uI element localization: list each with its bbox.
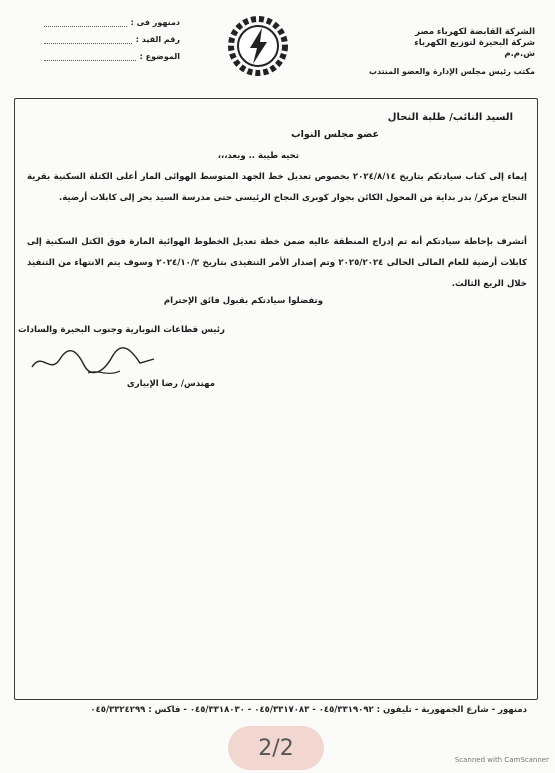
subject-field: الموضوع : — [40, 48, 180, 65]
company-logo-icon — [226, 14, 290, 78]
addressee: السيد النائب/ طلبة النحال — [387, 112, 513, 123]
paragraph-reference: إيماء إلى كتاب سيادتكم بتاريخ ٢٠٢٤/٨/١٤ بخصوص تعديل خط الجهد المتوسط الهوائى المار أعلى الكتلة السكنية بقرية النجاح مركز/ بدر بداية من المحول الكائن بجوار كوبرى النجاح الرئيسى حتى مدرسة السيد بحر إلى كابلات أرضية. — [27, 172, 527, 203]
addressee-title: عضو مجلس النواب — [291, 129, 379, 140]
ref-field: رقم القيد : — [40, 31, 180, 48]
scanner-watermark: Scanned with CamScanner — [454, 756, 549, 764]
letterhead-company — [315, 27, 535, 77]
signer-name: مهندس/ رضا الإبيارى — [126, 379, 215, 389]
paragraph-response: أتشرف بإحاطة سيادتكم أنه تم إدراج المنطقة عاليه ضمن خطة تعديل الخطوط الهوائية المارة فوق الكتل السكنية إلى كابلات أرضية للعام المالى الحالى ٢٠٢٥/٢٠٢٤ وتم إصدار الأمر التنفيذى بتاريخ ٢٠٢٤/١٠/٢ وسوف يتم الانتهاء من التنفيذ خلال الربع الثالث. — [27, 237, 528, 289]
page-number-badge — [228, 726, 324, 770]
company-name-beheira: شركة البحيرة لتوزيع الكهرباء — [414, 38, 535, 48]
page-number: 2/2 — [258, 735, 294, 761]
date-field: دمنهور فى : — [40, 14, 180, 31]
letter-meta-fields — [40, 14, 180, 65]
company-name-holding: الشركة القابضة لكهرباء مصر — [415, 27, 535, 37]
company-type: ش.م.م — [504, 49, 535, 59]
footer-contact: دمنهور - شارع الجمهورية - تليفون : ٠٤٥/٣٣١٩٠٩٢ - ٠٤٥/٣٣١٧٠٨٣ - ٠٤٥/٣٣١٨٠٣٠ - فاكس : ٠٤٥/٣٣٢٤٢٩٩ — [90, 705, 527, 715]
handwritten-signature-icon — [28, 345, 158, 379]
office-name: مكتب رئيس مجلس الإدارة والعضو المنتدب — [368, 67, 535, 76]
closing: وتفضلوا سيادتكم بقبول فائق الإحترام — [163, 296, 323, 306]
greeting: تحيه طيبة .. وبعد،،، — [217, 151, 299, 161]
signer-title: رئيس قطاعات النوبارية وجنوب البحيرة والسادات — [17, 325, 225, 335]
